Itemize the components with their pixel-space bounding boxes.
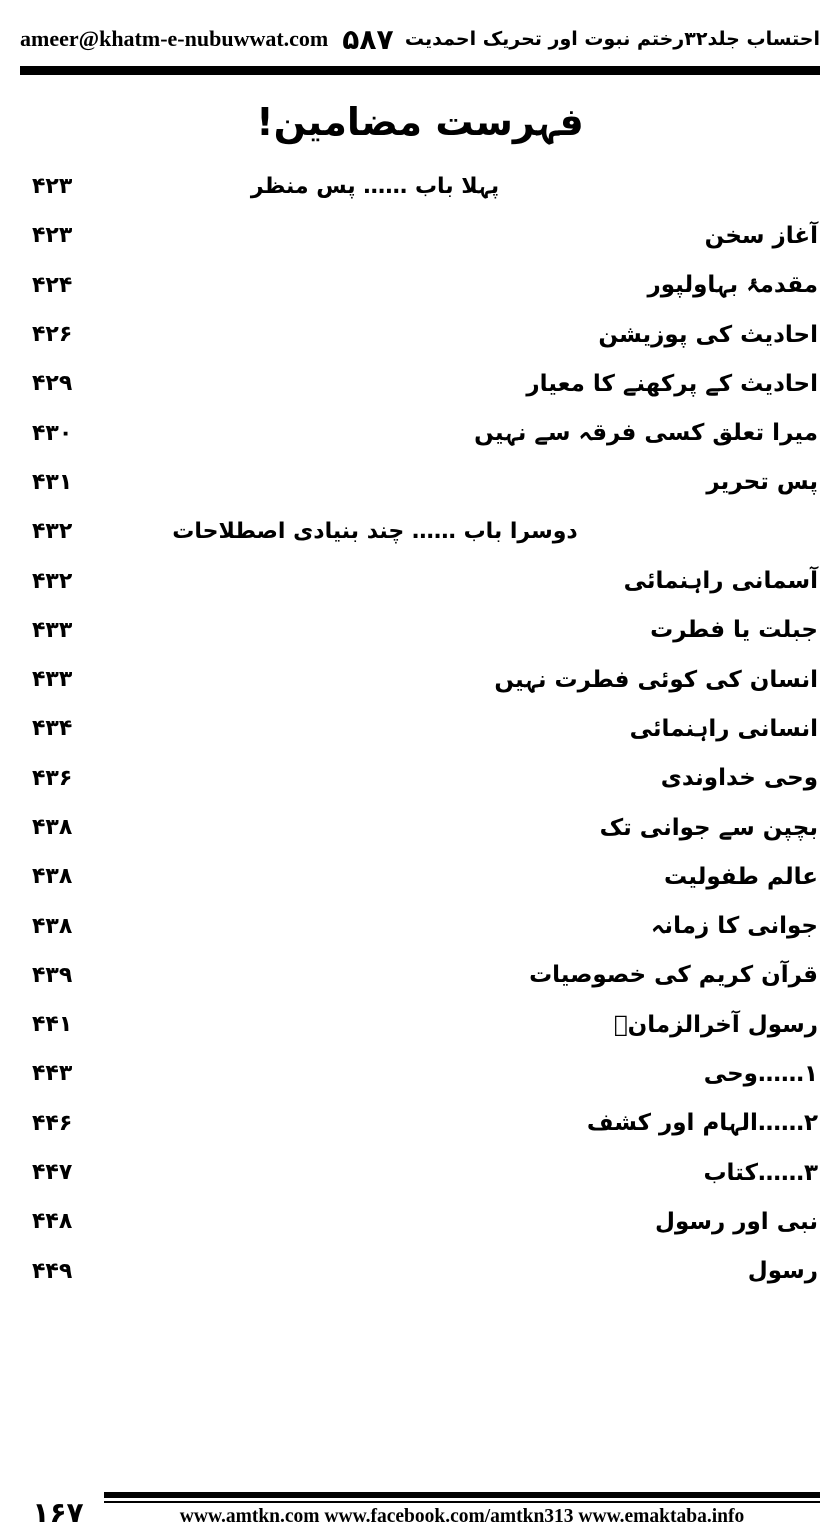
toc-entry-page: ۴۳۸ (32, 913, 73, 939)
toc-entry-title: پہلا باب …… پس منظر (250, 174, 500, 200)
toc-list (22, 162, 818, 1296)
toc-entry-page: ۴۳۲ (32, 568, 73, 594)
header-book-title: احتساب جلد۳۲رختم نبوت اور تحریک احمدیت (404, 28, 820, 50)
toc-entry-title: رسول آخرالزمانؐ (613, 1011, 818, 1038)
toc-entry-page: ۴۳۳ (32, 667, 73, 693)
page-header (20, 18, 820, 60)
toc-entry-title: ۳……کتاب (703, 1159, 818, 1186)
toc-entry (22, 1000, 818, 1049)
toc-entry-page: ۴۳۸ (32, 815, 73, 840)
toc-entry (22, 1099, 818, 1148)
header-left (20, 23, 394, 56)
toc-entry-title: رسول (747, 1258, 818, 1285)
toc-entry (22, 408, 818, 457)
toc-entry-page: ۴۴۱ (32, 1012, 73, 1038)
toc-entry-page: ۴۲۴ (32, 272, 73, 298)
toc-title: فہرست مضامین! (256, 100, 584, 144)
toc-entry (22, 556, 818, 605)
toc-entry-title: دوسرا باب …… چند بنیادی اصطلاحات (172, 519, 578, 545)
footer-rule (104, 1492, 820, 1498)
toc-entry-title: انسان کی کوئی فطرت نہیں (494, 666, 818, 693)
toc-entry-page: ۴۲۶ (32, 322, 73, 348)
toc-entry (22, 1247, 818, 1296)
toc-entry-title: انسانی راہنمائی (629, 715, 818, 742)
toc-entry-title: پس تحریر (706, 469, 818, 496)
toc-entry (22, 261, 818, 310)
toc-entry (22, 310, 818, 359)
toc-chapter-heading (22, 162, 818, 211)
toc-entry-page: ۴۳۸ (32, 864, 73, 890)
toc-entry-page: ۴۴۷ (32, 1160, 73, 1186)
toc-entry-title: ۱……وحی (703, 1060, 818, 1087)
toc-entry-page: ۴۳۴ (32, 716, 73, 742)
toc-entry (22, 1197, 818, 1246)
toc-entry-page: ۴۳۱ (32, 469, 73, 495)
toc-entry (22, 458, 818, 507)
toc-entry-title: مقدمۂ بہاولپور (647, 272, 818, 299)
toc-entry (22, 852, 818, 901)
toc-chapter-heading (22, 507, 818, 556)
toc-entry-title: میرا تعلق کسی فرقہ سے نہیں (474, 420, 818, 447)
toc-entry-page: ۴۳۳ (32, 617, 73, 643)
footer-page-number: ۱۶۷ (32, 1495, 84, 1529)
toc-entry-title: احادیث کے پرکھنے کا معیار (526, 370, 818, 397)
toc-entry-title: بچپن سے جوانی تک (599, 814, 818, 841)
toc-entry-title: ۲……الہام اور کشف (586, 1110, 818, 1137)
toc-entry (22, 1148, 818, 1197)
footer-rule-thin (104, 1501, 820, 1503)
toc-entry-title: نبی اور رسول (655, 1208, 818, 1235)
toc-entry (22, 951, 818, 1000)
header-page-number: ۵۸۷ (342, 22, 394, 56)
toc-entry-title: وحی خداوندی (660, 765, 818, 792)
toc-entry (22, 606, 818, 655)
toc-entry-page: ۴۴۶ (32, 1110, 73, 1136)
toc-entry (22, 754, 818, 803)
toc-entry-title: آسمانی راہنمائی (623, 568, 818, 595)
toc-entry-title: احادیث کی پوزیشن (598, 321, 818, 348)
toc-entry-page: ۴۲۹ (32, 371, 73, 397)
toc-entry (22, 211, 818, 260)
header-rule (20, 66, 820, 75)
toc-entry-title: قرآن کریم کی خصوصیات (529, 962, 818, 989)
toc-entry-page: ۴۳۶ (32, 765, 73, 791)
toc-entry-page: ۴۴۸ (32, 1209, 73, 1235)
header-email: ameer@khatm-e-nubuwwat.com (20, 26, 329, 51)
toc-entry-page: ۴۴۳ (32, 1061, 73, 1087)
toc-entry (22, 901, 818, 950)
toc-entry-page: ۴۳۲ (32, 519, 73, 545)
toc-entry (22, 359, 818, 408)
toc-entry-page: ۴۲۳ (32, 174, 73, 200)
toc-entry (22, 803, 818, 852)
toc-entry-page: ۴۴۹ (32, 1258, 73, 1284)
toc-entry-page: ۴۳۰ (32, 420, 73, 446)
toc-entry-title: عالم طفولیت (663, 863, 818, 890)
toc-entry-page: ۴۲۳ (32, 223, 73, 249)
footer-links: www.amtkn.com www.facebook.com/amtkn313 www.emaktaba.info (179, 1506, 745, 1527)
toc-entry-title: جوانی کا زمانہ (650, 913, 818, 940)
toc-entry-title: آغاز سخن (704, 222, 818, 249)
toc-entry-page: ۴۳۹ (32, 962, 73, 988)
toc-entry (22, 1049, 818, 1098)
toc-entry (22, 704, 818, 753)
toc-entry-title: جبلت یا فطرت (650, 617, 818, 644)
toc-entry (22, 655, 818, 704)
